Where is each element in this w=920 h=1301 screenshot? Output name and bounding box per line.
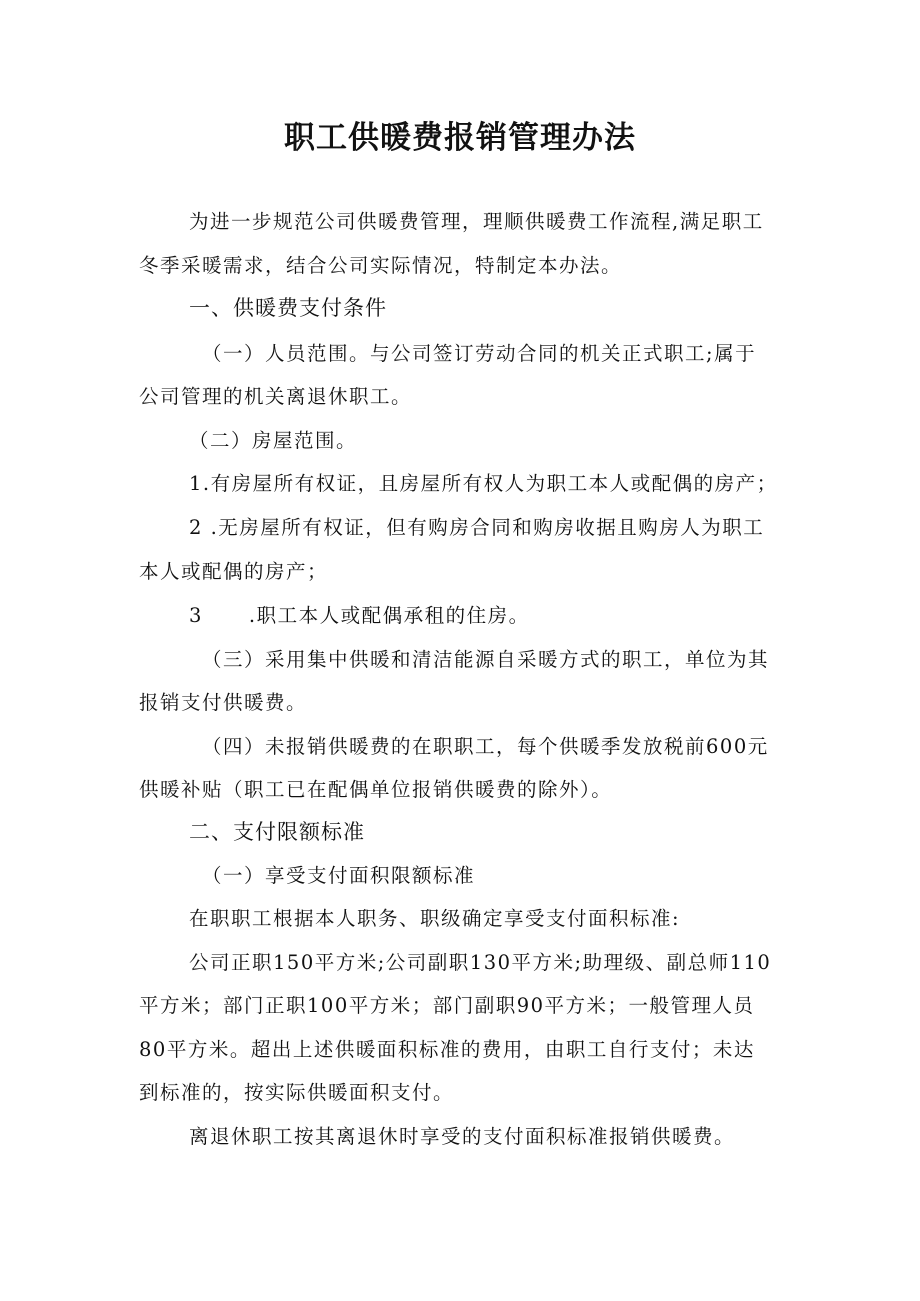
section-2-paragraph-2-line-3: 80平方米。超出上述供暖面积标准的费用，由职工自行支付；未达 [139,1038,755,1061]
section-1-sub-3 [189,603,530,629]
section-2-paragraph-2-line-1: 公司正职150平方米;公司副职130平方米;助理级、副总师110 [189,951,772,974]
section-1-sub-3-number: 3 [189,604,203,627]
section-1-sub-2-line-2: 本人或配偶的房产； [139,560,329,583]
intro-line-2: 冬季采暖需求，结合公司实际情况，特制定本办法。 [139,254,623,277]
document-title: 职工供暖费报销管理办法 [284,120,636,156]
section-2-paragraph-3: 离退休职工按其离退休时享受的支付面积标准报销供暖费。 [189,1125,736,1148]
section-1-item-2: （二）房屋范围。 [189,429,358,452]
section-1-sub-2-line-1: 2 .无房屋所有权证，但有购房合同和购房收据且购房人为职工 [189,516,765,539]
section-2-item-1: （一）享受支付面积限额标准 [202,864,476,887]
section-1-heading: 一、供暖费支付条件 [189,296,387,320]
section-1-sub-1: 1.有房屋所有权证，且房屋所有权人为职工本人或配偶的房产； [189,472,778,495]
intro-line-1: 为进一步规范公司供暖费管理，理顺供暖费工作流程,满足职工 [189,210,764,233]
section-1-item-4-line-1: （四）未报销供暖费的在职职工，每个供暖季发放税前600元 [202,735,769,758]
section-1-item-1-line-2: 公司管理的机关离退休职工。 [139,385,413,408]
section-1-sub-3-text: .职工本人或配偶承租的住房。 [248,604,530,627]
section-2-heading: 二、支付限额标准 [189,820,365,844]
section-2-paragraph-1: 在职职工根据本人职务、职级确定享受支付面积标准: [189,907,681,930]
section-2-paragraph-2-line-4: 到标准的，按实际供暖面积支付。 [139,1081,455,1104]
section-2-paragraph-2-line-2: 平方米；部门正职100平方米；部门副职90平方米；一般管理人员 [139,994,755,1017]
section-1-item-1-line-1: （一）人员范围。与公司签订劳动合同的机关正式职工;属于 [202,342,757,365]
section-1-item-4-line-2: 供暖补贴（职工已在配偶单位报销供暖费的除外）。 [139,778,613,801]
section-1-item-3-line-1: （三）采用集中供暖和清洁能源自采暖方式的职工，单位为其 [202,648,770,671]
section-1-item-3-line-2: 报销支付供暖费。 [139,691,308,714]
